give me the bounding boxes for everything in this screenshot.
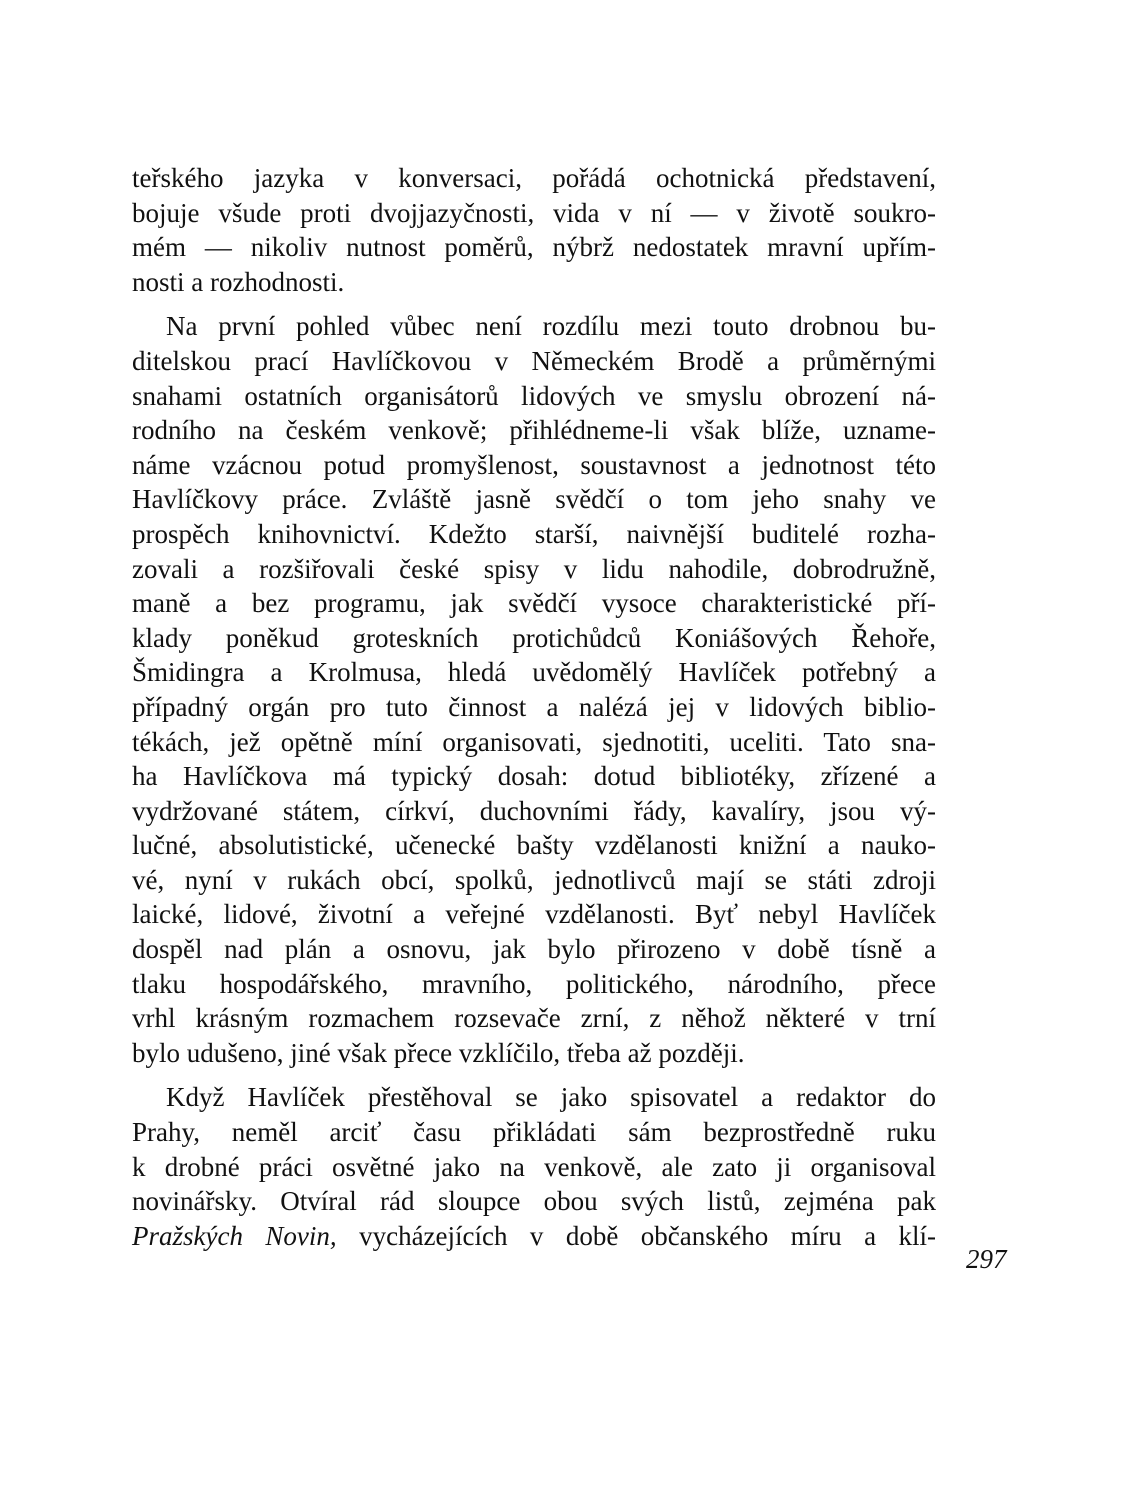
text-line: klady poněkud groteskních protichůdců Koniášových Řehoře, [132,622,936,653]
text-line: snahami ostatních organisátorů lidových ve smyslu obrození ná- [132,380,936,411]
page-number: 297 [966,1244,1007,1274]
text-line: ditelskou prací Havlíčkovou v Německém Brodě a průměrnými [132,345,936,376]
text-line: ha Havlíčkova má typický dosah: dotud bibliotéky, zřízené a [132,761,936,792]
text-line: maně a bez programu, jak svědčí vysoce charakteristické pří- [132,588,936,619]
body-text [132,161,936,1253]
text-line: tlaku hospodářského, mravního, politického, národního, přece [132,968,936,999]
text-line: Když Havlíček přestěhoval se jako spisovatel a redaktor do [166,1082,936,1113]
text-line: lučné, absolutistické, učenecké bašty vzdělanosti knižní a nauko- [132,830,936,861]
text-line: laické, lidové, životní a veřejné vzdělanosti. Byť nebyl Havlíček [132,899,936,930]
text-line: mém — nikoliv nutnost poměrů, nýbrž nedostatek mravní upřím- [132,232,936,263]
paragraph-1 [132,161,936,299]
text-line: bylo udušeno, jiné však přece vzklíčilo, třeba až později. [132,1037,745,1068]
italic-title: Pražských Novin, [132,1220,337,1251]
text-line: tékách, jež opětně míní organisovati, sjednotiti, uceliti. Tato sna- [132,726,936,757]
paragraph-2 [132,309,936,1070]
text-line: vé, nyní v rukách obcí, spolků, jednotlivců mají se státi zdroji [132,864,936,895]
text-line: Prahy, neměl arciť času přikládati sám bezprostředně ruku [132,1117,936,1148]
text-line: nosti a rozhodnosti. [132,266,345,297]
text-line: rodního na českém venkově; přihlédneme-li však blíže, uzname- [132,415,936,446]
text-line: novinářsky. Otvíral rád sloupce obou svých listů, zejména pak [132,1186,936,1217]
text-line: prospěch knihovnictví. Kdežto starší, naivnější buditelé rozha- [132,518,936,549]
text-line: vydržované státem, církví, duchovními řády, kavalíry, jsou vý- [132,795,936,826]
text-line: vrhl krásným rozmachem rozsevače zrní, z něhož některé v trní [132,1003,936,1034]
text-line: Havlíčkovy práce. Zvláště jasně svědčí o tom jeho snahy ve [132,484,936,515]
text-line: Na první pohled vůbec není rozdílu mezi touto drobnou bu- [166,311,936,342]
text-line: teřského jazyka v konversaci, pořádá ochotnická představení, [132,163,936,193]
text-line: bojuje všude proti dvojjazyčnosti, vida v ní — v životě soukro- [132,197,936,228]
text-line [132,1219,936,1254]
line-remainder: vycházejících v době občanského míru a klí- [336,1220,937,1251]
text-line: náme vzácnou potud promyšlenost, soustavnost a jednotnost této [132,449,936,480]
text-line: zovali a rozšiřovali české spisy v lidu nahodile, dobrodružně, [132,553,936,584]
text-line: případný orgán pro tuto činnost a nalézá jej v lidových biblio- [132,691,936,722]
text-line: Šmidingra a Krolmusa, hledá uvědomělý Havlíček potřebný a [132,657,936,688]
text-line: dospěl nad plán a osnovu, jak bylo přirozeno v době tísně a [132,934,936,965]
paragraph-3 [132,1080,936,1253]
text-line: k drobné práci osvětné jako na venkově, ale zato ji organisoval [132,1151,936,1182]
